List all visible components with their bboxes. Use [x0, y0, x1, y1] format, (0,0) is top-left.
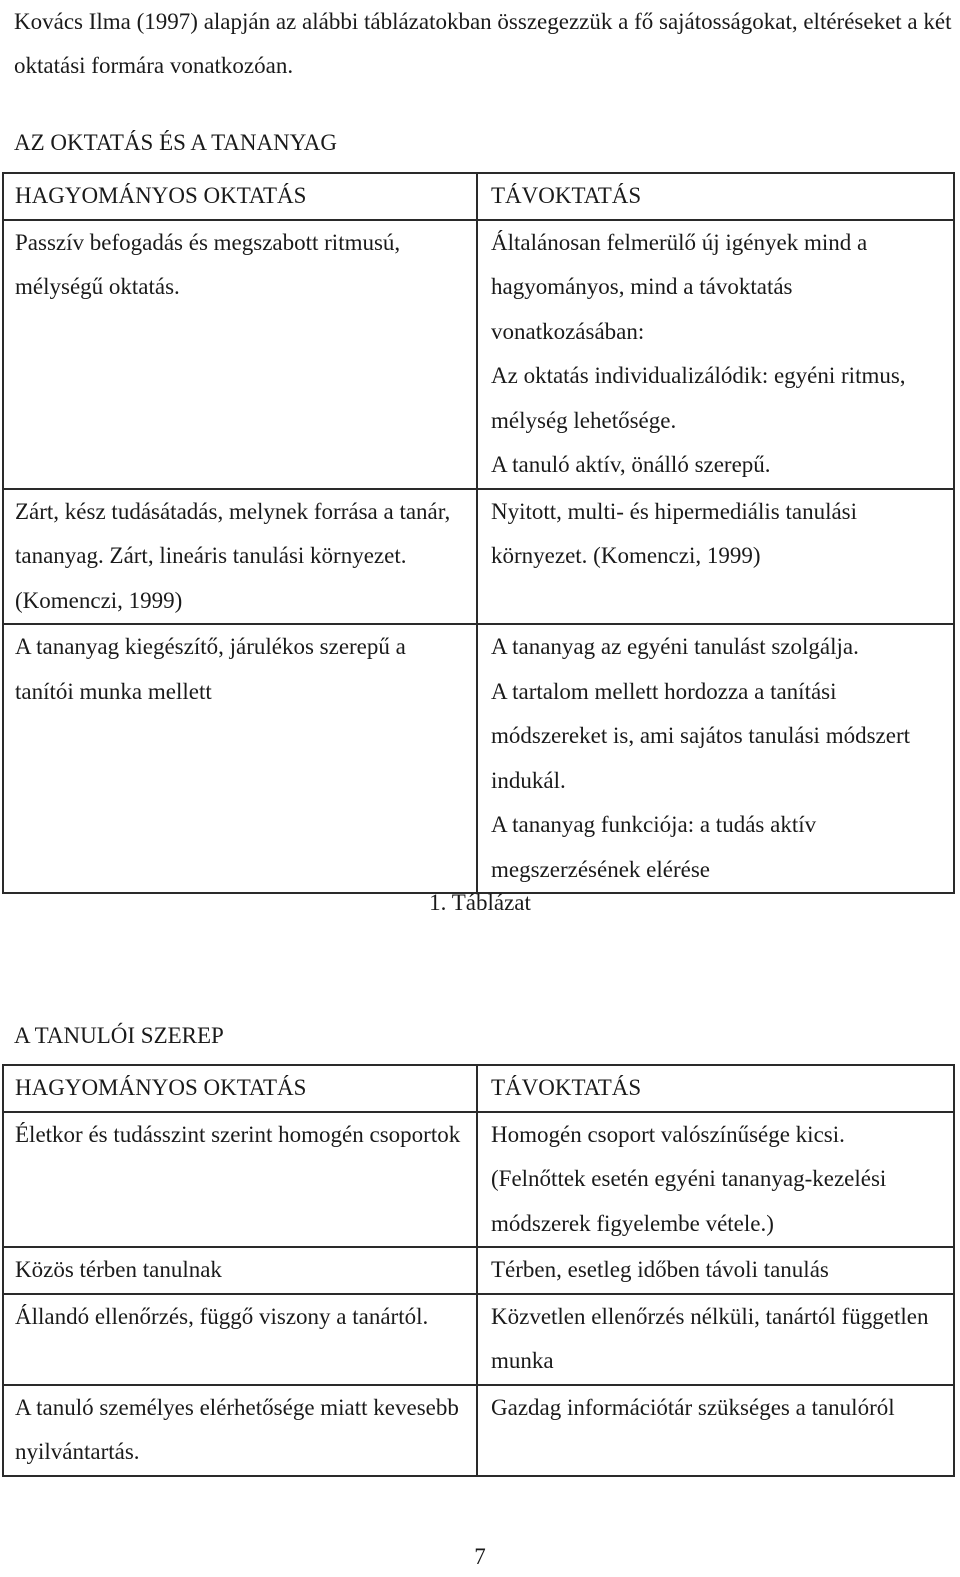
- table-row: [3, 1385, 954, 1476]
- table1-header-traditional: HAGYOMÁNYOS OKTATÁS: [3, 173, 477, 220]
- cell-text: Az oktatás individualizálódik: egyéni ritmus, mélység lehetősége.: [491, 363, 906, 433]
- table2-cell-r2-distance: [477, 1247, 954, 1294]
- table2-cell-r1-traditional: [3, 1112, 477, 1248]
- table-row: [3, 489, 954, 625]
- cell-text: Zárt, kész tudásátadás, melynek forrása a tanár, tananyag. Zárt, lineáris tanulási környezet. (Komenczi, 1999): [15, 498, 451, 613]
- table1-title: AZ OKTATÁS ÉS A TANANYAG: [14, 130, 338, 155]
- table1-comparison: [2, 172, 955, 894]
- cell-text: A tanuló személyes elérhetősége miatt kevesebb nyilvántartás.: [15, 1394, 459, 1464]
- cell-text: Homogén csoport valószínűsége kicsi.: [491, 1121, 845, 1147]
- table1-cell-r1-distance: [477, 220, 954, 489]
- cell-text: Nyitott, multi- és hipermediális tanulási környezet. (Komenczi, 1999): [491, 498, 858, 568]
- cell-text: Közös térben tanulnak: [15, 1257, 222, 1282]
- table1-cell-r1-traditional: [3, 220, 477, 489]
- table2-cell-r4-traditional: [3, 1385, 477, 1476]
- table2-header-traditional: HAGYOMÁNYOS OKTATÁS: [3, 1065, 477, 1112]
- cell-text: A tanuló aktív, önálló szerepű.: [491, 452, 771, 477]
- table-row: [3, 1112, 954, 1248]
- table2-comparison: [2, 1064, 955, 1477]
- table2-header-distance: TÁVOKTATÁS: [477, 1065, 954, 1112]
- table2-title: A TANULÓI SZEREP: [14, 1023, 224, 1048]
- table2-cell-r4-distance: [477, 1385, 954, 1476]
- table-row: [3, 220, 954, 489]
- table-row: [3, 624, 954, 893]
- cell-text: Általánosan felmerülő új igények mind a hagyományos, mind a távoktatás vonatkozásában:: [491, 229, 868, 344]
- table2-cell-r3-distance: [477, 1294, 954, 1385]
- cell-text: Életkor és tudásszint szerint homogén csoportok: [15, 1121, 461, 1147]
- cell-text: A tananyag az egyéni tanulást szolgálja.: [491, 634, 859, 659]
- table1-cell-r2-traditional: [3, 489, 477, 625]
- table2-cell-r3-traditional: [3, 1294, 477, 1385]
- table2-cell-r2-traditional: [3, 1247, 477, 1294]
- table1-cell-r3-distance: [477, 624, 954, 893]
- cell-text: A tartalom mellett hordozza a tanítási módszereket is, ami sajátos tanulási módszert indukál.: [491, 678, 910, 793]
- table-row: [3, 1294, 954, 1385]
- table1-cell-r2-distance: [477, 489, 954, 625]
- intro-paragraph: Kovács Ilma (1997) alapján az alábbi táblázatokban összegezzük a fő sajátosságokat, eltéréseket a két oktatási formára vonatkozóan.: [14, 9, 952, 78]
- cell-text: Állandó ellenőrzés, függő viszony a tanártól.: [15, 1303, 429, 1329]
- cell-text: A tananyag kiegészítő, járulékos szerepű a tanítói munka mellett: [15, 634, 406, 704]
- table1-header-distance: TÁVOKTATÁS: [477, 173, 954, 220]
- page-number: 7: [474, 1544, 486, 1569]
- cell-text: Térben, esetleg időben távoli tanulás: [491, 1257, 829, 1282]
- table1-header-row: [3, 173, 954, 220]
- cell-text: Közvetlen ellenőrzés nélküli, tanártól független munka: [491, 1303, 929, 1373]
- cell-text: (Felnőttek esetén egyéni tananyag-kezelési módszerek figyelembe vétele.): [491, 1166, 887, 1236]
- cell-text: Passzív befogadás és megszabott ritmusú, mélységű oktatás.: [15, 229, 401, 299]
- table2-cell-r1-distance: [477, 1112, 954, 1248]
- table2-header-row: [3, 1065, 954, 1112]
- cell-text: Gazdag információtár szükséges a tanulóról: [491, 1394, 895, 1420]
- table-row: [3, 1247, 954, 1294]
- cell-text: A tananyag funkciója: a tudás aktív megszerzésének elérése: [491, 812, 817, 882]
- table1-caption: 1. Táblázat: [429, 890, 531, 915]
- table1-cell-r3-traditional: [3, 624, 477, 893]
